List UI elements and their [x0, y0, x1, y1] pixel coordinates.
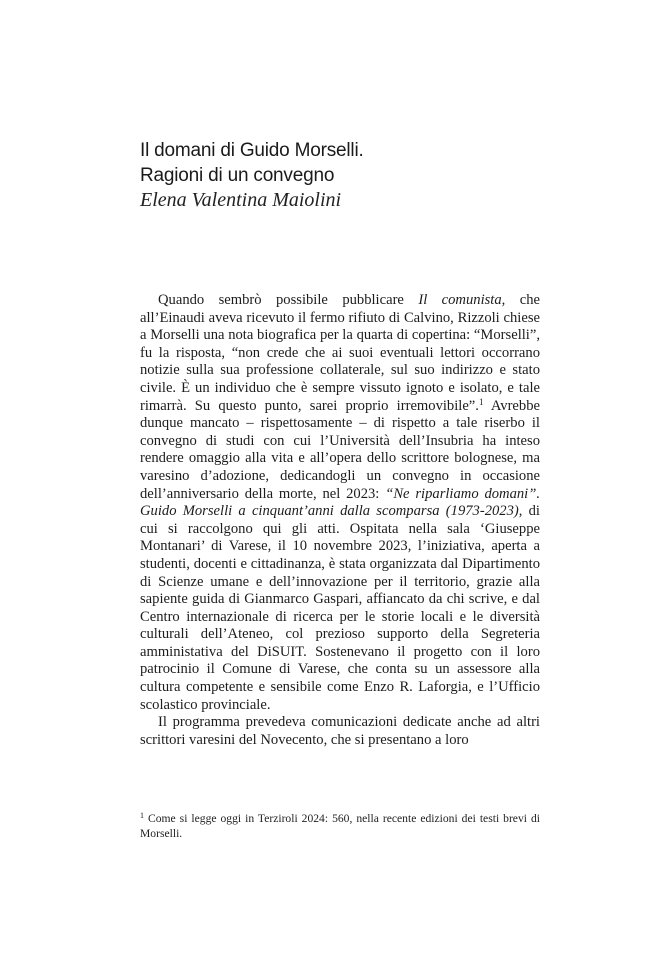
- footnote: [140, 812, 540, 841]
- title-line-1: Il domani di Guido Morselli.: [140, 140, 364, 161]
- paragraph-2: Il programma prevedeva comunicazioni dedicate anche ad altri scrittori varesini del Novecento, che si presentano a loro: [140, 714, 540, 748]
- footnote-number: 1: [140, 811, 144, 820]
- author-name: Elena Valentina Maiolini: [140, 189, 342, 211]
- chapter-title: [140, 138, 560, 188]
- paragraph-1-text-a: Quando sembrò possibile pubblicare: [158, 292, 419, 308]
- paragraph-1-text-b: , che all’Einaudi aveva ricevuto il fermo rifiuto di Calvino, Rizzoli chiese a Morselli una nota biografica per la quarta di copertina: “Morselli”, fu la risposta, “non crede che ai suoi eventuali lettori occorrano notizie sulla sua professione collaterale, sul suo indirizzo e stato civile. È un individuo che è sempre vissuto ignoto e isolato, e tale rimarrà. Su questo punto, sarei proprio irremovibile”.: [140, 292, 540, 414]
- footnote-reference: 1: [478, 396, 484, 407]
- paragraph-1-text-c: Avrebbe dunque mancato – rispettosamente – di rispetto a tale riserbo il convegno di studi con cui l’Università dell’Insubria ha inteso rendere omaggio alla vita e all’opera dello scrittore bolognese, ma varesino d’adozione, dedicandogli un convegno in occasione dell’anniversario della morte, nel 2023:: [140, 397, 540, 502]
- paragraph-1-text-d: , di cui si raccolgono qui gli atti. Ospitata nella sala ‘Giuseppe Montanari’ di Varese, il 10 novembre 2023, l’iniziativa, aperta a studenti, docenti e cittadinanza, è stata organizzata dal Dipartimento di Scienze umane e dell’innovazione per il territorio, grazie alla sapiente guida di Gianmarco Gaspari, affiancato da chi scrive, e dal Centro internazionale di ricerca per le storie locali e le diversità culturali dell’Ateneo, col prezioso supporto della Segreteria amministativa del DiSUIT. Sostenevano il progetto con il loro patrocinio il Comune di Varese, che conta su un assessore alla cultura competente e sensibile come Enzo R. Laforgia, e l’Ufficio scolastico provinciale.: [140, 503, 540, 713]
- body-text: [140, 292, 540, 749]
- title-line-2: Ragioni di un convegno: [140, 165, 335, 186]
- paragraph-1-italic-title: Il comunista: [418, 292, 502, 308]
- paragraph-1: [140, 292, 540, 714]
- paragraph-1-italic-conference-title: “Ne riparliamo domani”. Guido Morselli a cinquant’anni dalla scomparsa (1973-2023): [140, 485, 541, 520]
- footnote-text: Come si legge oggi in Terziroli 2024: 560, nella recente edizioni dei testi brevi di Morselli.: [140, 812, 540, 840]
